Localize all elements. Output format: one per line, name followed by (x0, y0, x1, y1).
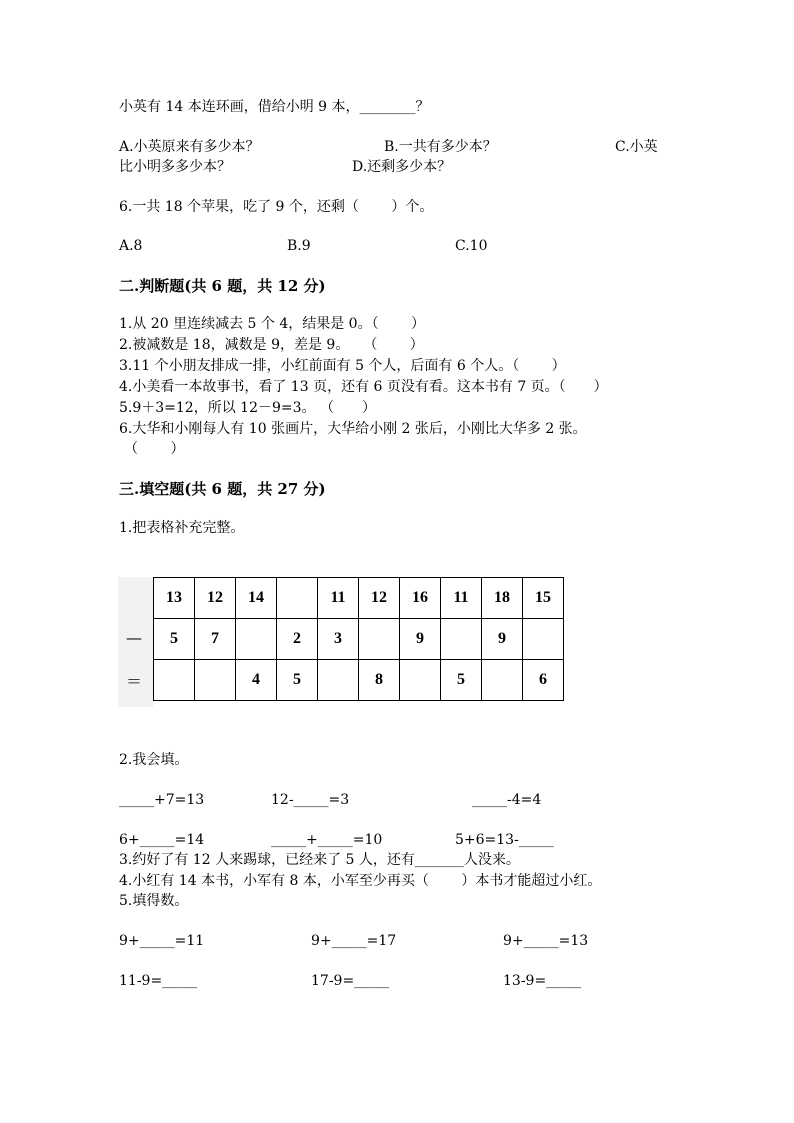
table-cell: 15 (523, 578, 564, 619)
fill-q5-item: 17-9=_____ (311, 973, 390, 989)
table-cell: 9 (482, 619, 523, 660)
fill-q2-item: 5+6=13-_____ (455, 832, 554, 848)
fill-q5-item: 11-9=_____ (119, 973, 198, 989)
judge-item-6-bracket: （ ） (124, 441, 185, 457)
equals-sign: ＝ (125, 672, 142, 691)
table-cell: 6 (523, 660, 564, 701)
section2-title: 二.判断题(共 6 题，共 12 分) (119, 277, 326, 295)
table-cell: 11 (441, 578, 482, 619)
fill-q3: 3.约好了有 12 人来踢球，已经来了 5 人，还有_______人没来。 (119, 852, 520, 868)
section3-title: 三.填空题(共 6 题，共 27 分) (119, 480, 326, 498)
q5-option-d: D.还剩多少本？ (352, 159, 452, 175)
table-cell (195, 660, 236, 701)
table-cell: 5 (277, 660, 318, 701)
fill-q2-label: 2.我会填。 (119, 752, 189, 768)
q5-stem: 小英有 14 本连环画，借给小明 9 本，________？ (119, 99, 430, 115)
table-cell: 9 (400, 619, 441, 660)
table-cell (359, 619, 400, 660)
table-cell (400, 660, 441, 701)
table-row-difference (154, 660, 564, 701)
table-cell: 14 (236, 578, 277, 619)
table-cell: 16 (400, 578, 441, 619)
judge-item-4: 4.小美看一本故事书，看了 13 页，还有 6 页没有看。这本书有 7 页。（ ） (119, 379, 608, 395)
judge-item-1: 1.从 20 里连续减去 5 个 4，结果是 0。（ ） (119, 316, 426, 332)
table-cell: 8 (359, 660, 400, 701)
minus-sign: — (126, 628, 142, 647)
q5-option-c: C.小英 (615, 139, 658, 155)
fill-q4: 4.小红有 14 本书，小军有 8 本，小军至少再买（ ）本书才能超过小红。 (119, 873, 602, 889)
q5-option-b: B.一共有多少本？ (384, 139, 497, 155)
table-cell: 5 (441, 660, 482, 701)
table-cell (318, 660, 359, 701)
fill-q5-item: 9+_____=17 (311, 933, 397, 949)
fill-q2-item: _____+7=13 (119, 792, 205, 808)
table-cell (482, 660, 523, 701)
table-cell (523, 619, 564, 660)
table-row-subtrahend (154, 619, 564, 660)
fill-q5-item: 13-9=_____ (503, 973, 582, 989)
table-cell: 12 (195, 578, 236, 619)
table-cell: 11 (318, 578, 359, 619)
fill-q2-item: 6+_____=14 (119, 832, 205, 848)
q6-stem: 6.一共 18 个苹果，吃了 9 个，还剩（ ）个。 (119, 199, 434, 215)
table-cell (154, 660, 195, 701)
table-cell (277, 578, 318, 619)
fill-q5-label: 5.填得数。 (119, 893, 189, 909)
table-cell: 18 (482, 578, 523, 619)
fill-q2-item: 12-_____=3 (271, 792, 350, 808)
q6-option-a: A.8 (119, 238, 143, 254)
fill-q2-item: _____+_____=10 (271, 832, 383, 848)
q5-option-a: A.小英原来有多少本？ (119, 139, 260, 155)
table-cell (441, 619, 482, 660)
judge-item-3: 3.11 个小朋友排成一排，小红前面有 5 个人，后面有 6 个人。（ ） (119, 358, 566, 374)
fill-q2-item: _____-4=4 (472, 792, 542, 808)
table-cell (236, 619, 277, 660)
table-cell: 7 (195, 619, 236, 660)
fill-q5-item: 9+_____=11 (119, 933, 205, 949)
q6-option-b: B.9 (287, 238, 311, 254)
table-cell: 12 (359, 578, 400, 619)
table-cell: 13 (154, 578, 195, 619)
fill-q5-item: 9+_____=13 (503, 933, 589, 949)
judge-item-5: 5.9＋3=12，所以 12－9=3。 （ ） (119, 400, 376, 416)
fill-q1-label: 1.把表格补充完整。 (119, 520, 245, 536)
q6-option-c: C.10 (455, 238, 488, 254)
table-cell: 2 (277, 619, 318, 660)
judge-item-2: 2.被减数是 18，减数是 9，差是 9。 （ ） (119, 337, 424, 353)
table-cell: 5 (154, 619, 195, 660)
q5-option-c-cont: 比小明多多少本？ (119, 159, 231, 175)
table-cell: 3 (318, 619, 359, 660)
table-cell: 4 (236, 660, 277, 701)
subtraction-table (153, 577, 564, 701)
judge-item-6: 6.大华和小刚每人有 10 张画片，大华给小刚 2 张后，小刚比大华多 2 张。 (119, 421, 587, 437)
table-row-minuend (154, 578, 564, 619)
